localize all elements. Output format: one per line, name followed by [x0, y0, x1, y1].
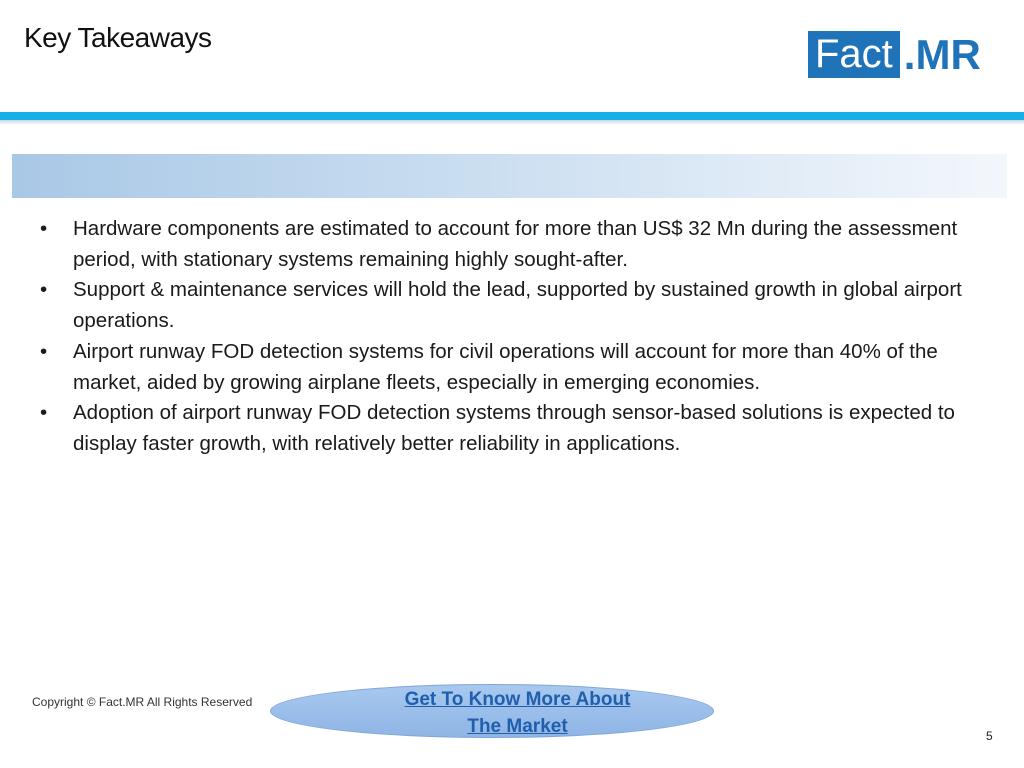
- list-item: [40, 337, 990, 398]
- cta-link-line2[interactable]: The Market: [467, 716, 568, 737]
- bullet-icon: •: [40, 401, 48, 425]
- header-divider: [0, 112, 1024, 120]
- slide-title: Key Takeaways: [24, 22, 212, 53]
- logo-box-text: Fact: [808, 31, 900, 78]
- gradient-band: [12, 154, 1007, 198]
- cta-link-line1[interactable]: Get To Know More About: [404, 689, 631, 710]
- copyright-text: Copyright © Fact.MR All Rights Reserved: [32, 695, 253, 709]
- bullet-text: Airport runway FOD detection systems for civil operations will account for more than 40% of the market, aided by growing airplane fleets, especially in emerging economies.: [73, 339, 938, 394]
- list-item: [40, 398, 990, 459]
- bullet-icon: •: [40, 278, 48, 302]
- logo-suffix: .MR: [903, 31, 981, 78]
- header-divider-shadow: [0, 120, 1024, 125]
- factmr-logo: [808, 31, 981, 78]
- cta-link[interactable]: [365, 686, 670, 740]
- bullet-text: Adoption of airport runway FOD detection systems through sensor-based solutions is expected to display faster growth, with relatively better reliability in applications.: [73, 401, 955, 455]
- bullet-text: Hardware components are estimated to account for more than US$ 32 Mn during the assessment period, with stationary systems remaining highly sought-after.: [73, 217, 958, 271]
- takeaways-list: [40, 214, 990, 460]
- bullet-icon: •: [40, 217, 48, 240]
- page-number: 5: [986, 729, 993, 743]
- bullet-text: Support & maintenance services will hold the lead, supported by sustained growth in global airport operations.: [73, 278, 962, 333]
- bullet-icon: •: [40, 339, 48, 363]
- list-item: [40, 214, 990, 275]
- list-item: [40, 275, 990, 336]
